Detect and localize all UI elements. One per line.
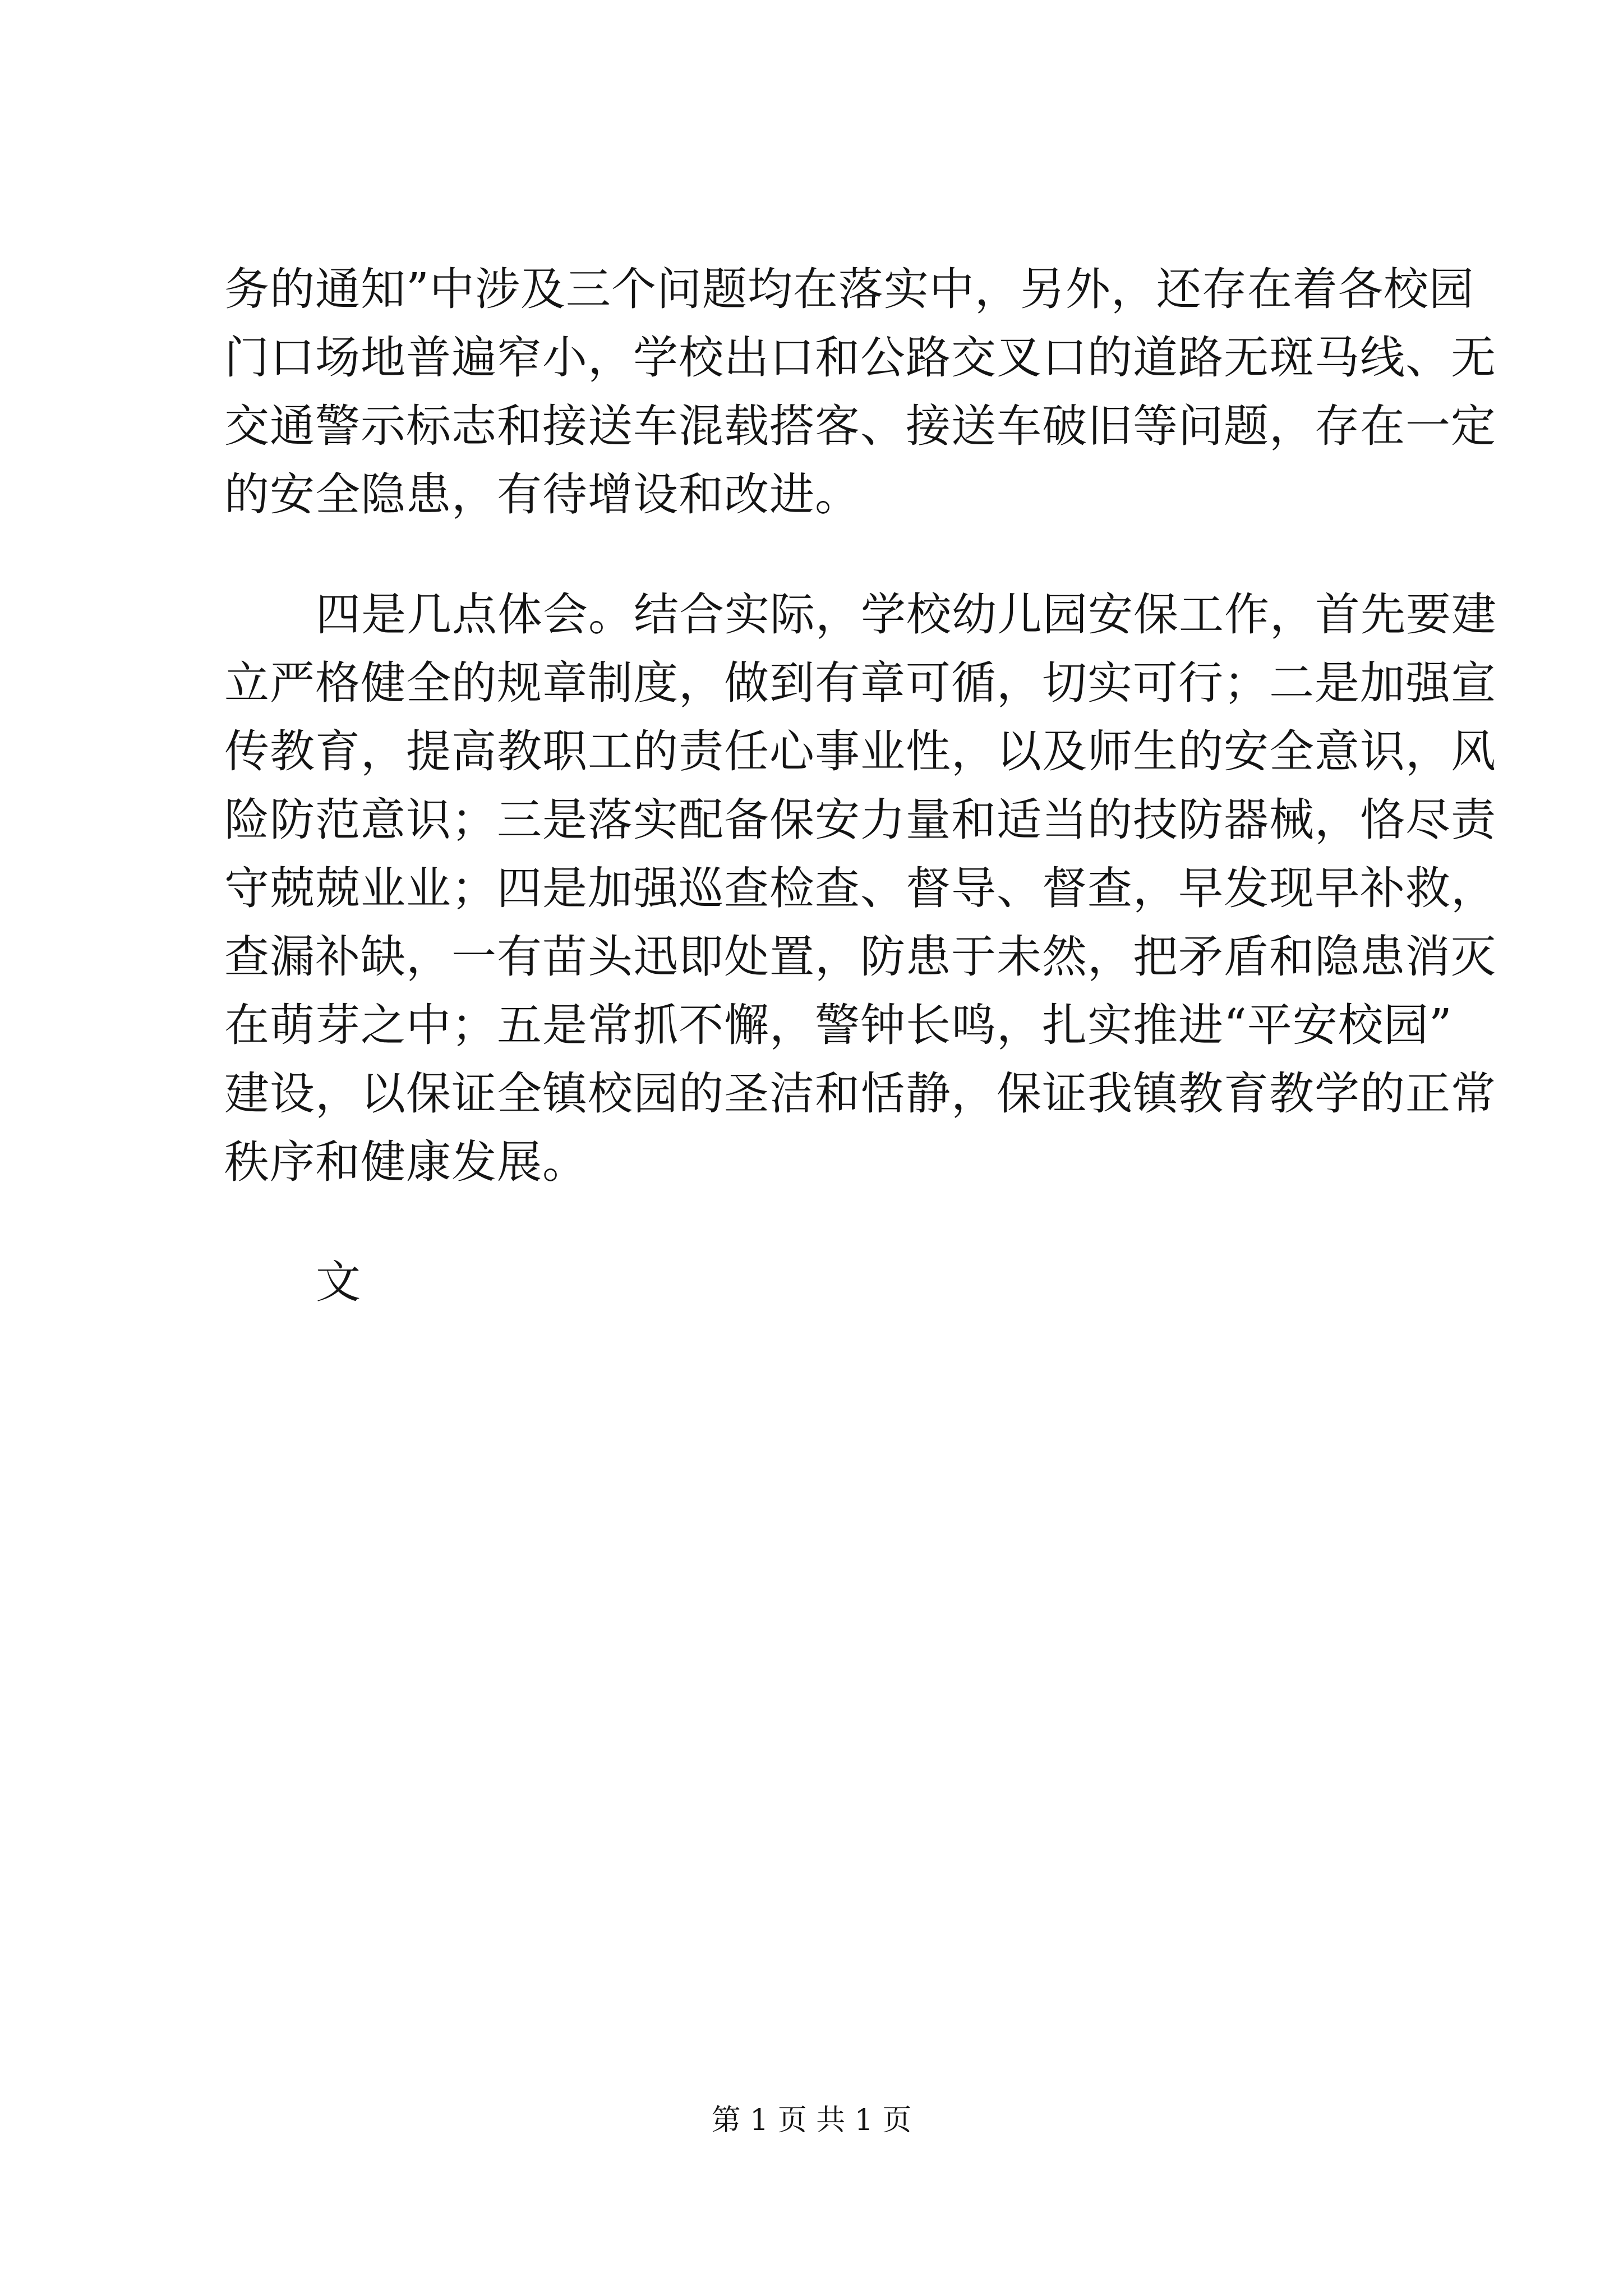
paragraph-spacer [224,1197,1408,1248]
text-line: 传教育，提高教职工的责任心事业性，以及师生的安全意识，风 [224,725,1496,777]
text-line: 查漏补缺，一有苗头迅即处置，防患于未然，把矛盾和隐患消灭 [224,931,1496,983]
text-line: 四是几点体会。结合实际，学校幼儿园安保工作，首先要建 [316,588,1497,641]
text-line: 交通警示标志和接送车混载搭客、接送车破旧等问题，存在一定 [224,400,1496,452]
document-body [224,255,1497,1317]
text-line: 务的通知”中涉及三个问题均在落实中，另外，还存在着各校园 [224,263,1474,315]
text-line: 秩序和健康发展。 [224,1136,588,1188]
paragraph-1 [224,255,1496,529]
text-line: 门口场地普遍窄小，学校出口和公路交叉口的道路无斑马线、无 [224,332,1496,384]
page-footer: 第 1 页 共 1 页 [711,2104,912,2137]
paragraph-3 [224,1248,1408,1317]
text-line: 建设，以保证全镇校园的圣洁和恬静，保证我镇教育教学的正常 [224,1068,1496,1120]
text-line: 险防范意识；三是落实配备保安力量和适当的技防器械，恪尽责 [224,794,1496,846]
text-line: 文 [316,1256,361,1308]
paragraph-2 [224,581,1497,1197]
text-line: 立严格健全的规章制度，做到有章可循，切实可行；二是加强宣 [224,657,1496,709]
text-line: 的安全隐患，有待增设和改进。 [224,468,860,521]
text-line: 守兢兢业业；四是加强巡查检查、督导、督查，早发现早补救， [224,862,1496,914]
text-line: 在萌芽之中；五是常抓不懈，警钟长鸣，扎实推进“平安校园” [224,999,1453,1051]
paragraph-spacer [224,529,1408,581]
